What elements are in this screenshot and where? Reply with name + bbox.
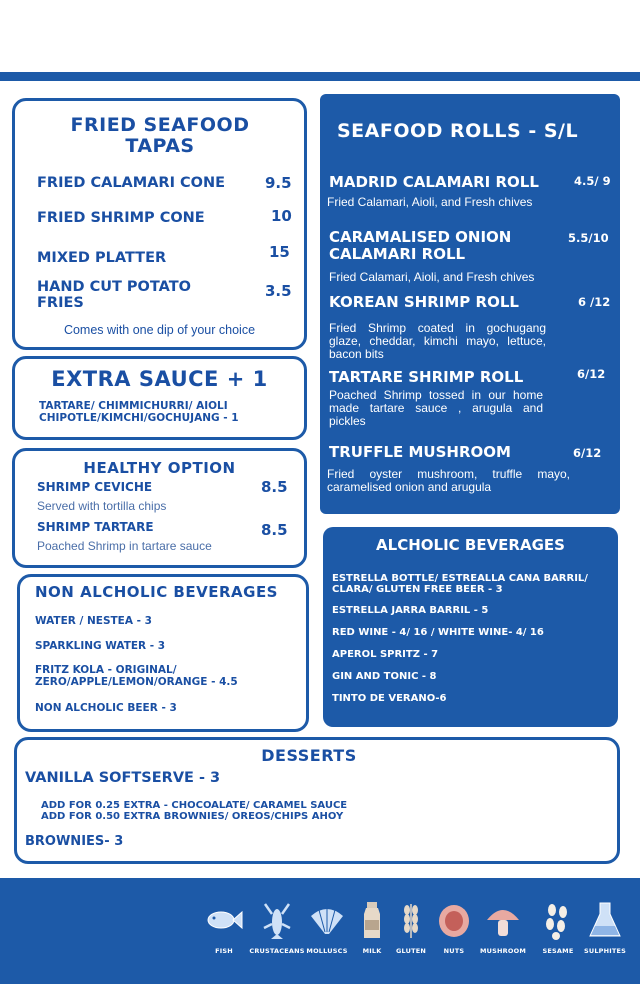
roll-name: CARAMALISED ONION CALAMARI ROLL [329,228,512,263]
top-blue-stripe [0,72,640,81]
roll-name: TARTARE SHRIMP ROLL [329,368,524,386]
roll-desc: Fried Shrimp coated in gochugang glaze, cheddar, kimchi mayo, lettuce, bacon bits [329,321,546,361]
healthy-item-price: 8.5 [261,521,288,539]
allergen-label: MILK [362,947,382,955]
healthy-item-name: SHRIMP CEVICHE [37,480,153,494]
healthy-box [12,448,307,568]
wheat-icon [391,900,431,940]
non-alcoholic-box [17,574,309,732]
extra-sauce-title: EXTRA SAUCE + 1 [51,367,268,391]
tapas-item-name: MIXED PLATTER [37,250,167,266]
healthy-item-desc: Poached Shrimp in tartare sauce [37,539,212,553]
non-alcoholic-item: SPARKLING WATER - 3 [35,640,166,652]
allergen-crustaceans [249,900,305,955]
dessert-brownies: BROWNIES- 3 [25,834,124,849]
alcoholic-panel [323,527,618,727]
rolls-title: SEAFOOD ROLLS - S/L [337,120,579,142]
roll-name: MADRID CALAMARI ROLL [329,173,539,191]
dessert-softserve: VANILLA SOFTSERVE - 3 [25,770,221,786]
roll-name: KOREAN SHRIMP ROLL [329,293,519,311]
seafood-rolls-panel [320,94,620,514]
non-alcoholic-item: WATER / NESTEA - 3 [35,615,152,627]
allergen-label: CRUSTACEANS [249,947,305,955]
tapas-item-price: 15 [269,243,290,261]
allergen-label: SESAME [542,947,574,955]
alcoholic-item: ESTRELLA JARRA BARRIL - 5 [332,605,489,616]
allergen-label: NUTS [443,947,465,955]
roll-desc: Fried oyster mushroom, truffle mayo, caramelised onion and arugula [327,467,570,494]
alcoholic-item: TINTO DE VERANO-6 [332,693,447,704]
roll-desc: Fried Calamari, Aioli, and Fresh chives [327,195,533,209]
desserts-title: DESSERTS [261,746,357,765]
extra-sauce-options: TARTARE/ CHIMMICHURRI/ AIOLI CHIPOTLE/KIMCHI/GOCHUJANG - 1 [39,400,239,424]
non-alcoholic-title: NON ALCHOLIC BEVERAGES [35,583,278,601]
allergen-label: FISH [215,947,233,955]
roll-name: TRUFFLE MUSHROOM [329,443,511,461]
roll-desc: Fried Calamari, Aioli, and Fresh chives [329,270,535,284]
alcoholic-item: GIN AND TONIC - 8 [332,671,437,682]
desserts-box [14,737,620,864]
roll-price: 6/12 [577,367,606,381]
fish-icon [204,900,244,940]
non-alcoholic-item: FRITZ KOLA - ORIGINAL/ ZERO/APPLE/LEMON/ORANGE - 4.5 [35,664,238,688]
tapas-title: FRIED SEAFOOD TAPAS [70,114,250,157]
tapas-item-price: 10 [271,207,292,225]
tapas-item-name: HAND CUT POTATO FRIES [37,279,191,311]
tapas-note: Comes with one dip of your choice [63,323,256,337]
dessert-addon: ADD FOR 0.25 EXTRA - CHOCOALATE/ CARAMEL SAUCE [41,800,348,811]
tapas-item-name: FRIED CALAMARI CONE [37,175,226,191]
alcoholic-title: ALCHOLIC BEVERAGES [376,536,565,554]
allergen-mushroom [475,900,531,955]
allergen-label: SULPHITES [583,947,627,955]
allergen-nuts [426,900,482,955]
tapas-box [12,98,307,350]
allergen-fish [196,900,252,955]
sesame-icon [538,900,578,940]
flask-icon [585,900,625,940]
allergen-label: MUSHROOM [480,947,526,955]
healthy-item-name: SHRIMP TARTARE [37,520,154,534]
alcoholic-item: APEROL SPRITZ - 7 [332,649,439,660]
roll-price: 6 /12 [578,295,611,309]
roll-desc: Poached Shrimp tossed in our home made tartare sauce , arugula and pickles [329,388,543,428]
nut-icon [434,900,474,940]
tapas-item-price: 3.5 [265,282,292,300]
tapas-item-name: FRIED SHRIMP CONE [37,210,205,226]
roll-price: 4.5/ 9 [574,174,611,188]
healthy-item-desc: Served with tortilla chips [37,499,167,513]
healthy-item-price: 8.5 [261,478,288,496]
healthy-title: HEALTHY OPTION [83,459,236,477]
mushroom-icon [483,900,523,940]
roll-price: 5.5/10 [568,231,609,245]
alcoholic-item: RED WINE - 4/ 16 / WHITE WINE- 4/ 16 [332,627,544,638]
shell-icon [307,900,347,940]
alcoholic-item: ESTRELLA BOTTLE/ ESTREALLA CANA BARRIL/ CLARA/ GLUTEN FREE BEER - 3 [332,573,588,595]
extra-sauce-box [12,356,307,440]
tapas-item-price: 9.5 [265,174,292,192]
allergen-label: MOLLUSCS [306,947,348,955]
dessert-addon: ADD FOR 0.50 EXTRA BROWNIES/ OREOS/CHIPS AHOY [41,811,344,822]
allergen-label: GLUTEN [395,947,427,955]
roll-price: 6/12 [573,446,602,460]
allergen-sulphites [577,900,633,955]
non-alcoholic-item: NON ALCHOLIC BEER - 3 [35,702,177,714]
lobster-icon [257,900,297,940]
